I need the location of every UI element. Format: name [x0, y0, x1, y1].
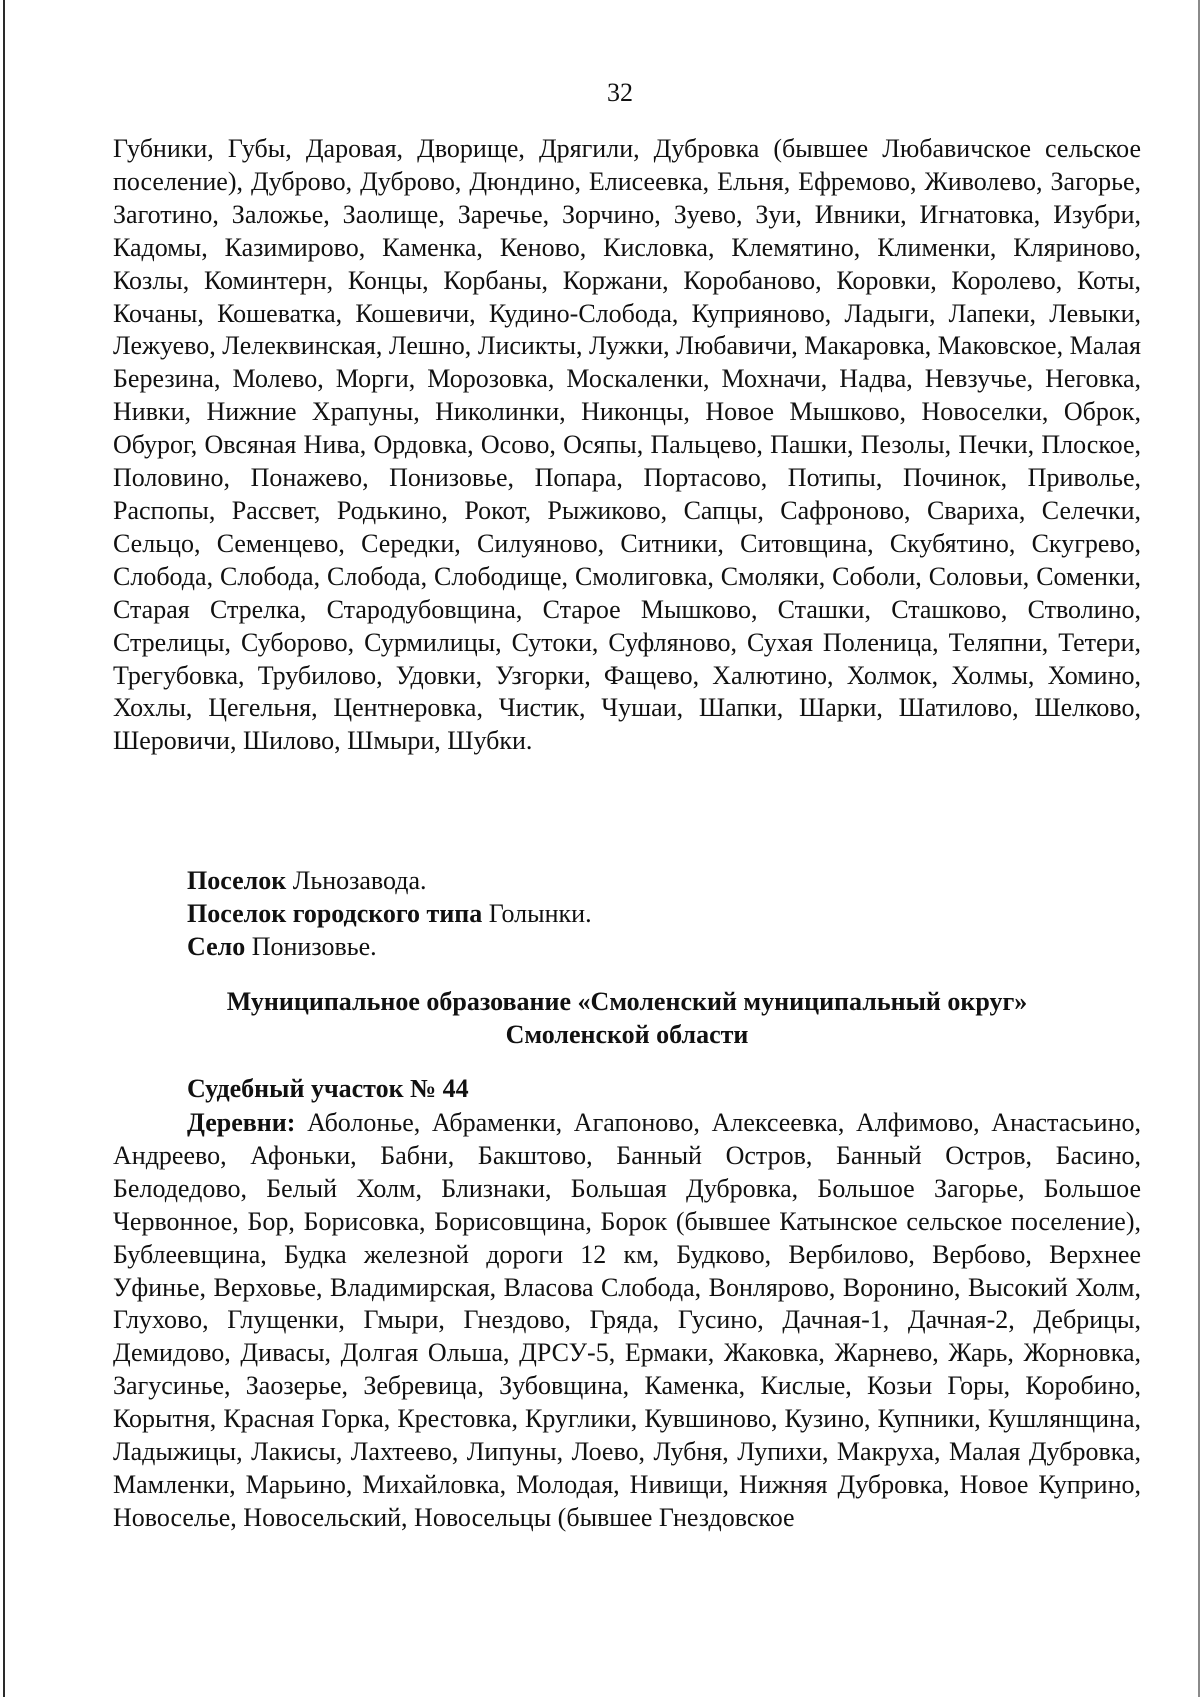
settlement-type-label: Поселок городского типа [187, 899, 483, 928]
municipality-heading-line2: Смоленской области [505, 1020, 749, 1049]
villages-label: Деревни: [187, 1108, 296, 1137]
settlement-line-pgt [187, 898, 592, 930]
settlement-type-label: Село [187, 932, 246, 961]
settlement-type-label: Поселок [187, 866, 287, 895]
court-district-title: Судебный участок № 44 [187, 1074, 469, 1103]
settlement-name: Понизовье. [251, 932, 377, 961]
settlement-list-continued: Губники, Губы, Даровая, Дворище, Дрягили, Дубровка (бывшее Любавичское сельское поселение), Дуброво, Дуброво, Дюндино, Елисеевка, Ельня, Ефремово, Живолево, Загорье, Заготино, Заложье, Заолище, Заречье, Зорчино, Зуево, Зуи, Ивники, Игнатовка, Изубри, Кадомы, Казимирово, Каменка, Кеново, Кисловка, Клемятино, Клименки, Кляриново, Козлы, Коминтерн, Концы, Корбаны, Коржани, Коробаново, Коровки, Королево, Коты, Кочаны, Кошеватка, Кошевичи, Кудино-Слобода, Куприяново, Ладыги, Лапеки, Левыки, Лежуево, Лелеквинская, Лешно, Лисикты, Лужки, Любавичи, Макаровка, Маковское, Малая Березина, Молево, Морги, Морозовка, Москаленки, Мохначи, Надва, Невзучье, Неговка, Нивки, Нижние Храпуны, Николинки, Никонцы, Новое Мышково, Новоселки, Оброк, Обурог, Овсяная Нива, Ордовка, Осово, Осяпы, Пальцево, Пашки, Пезолы, Печки, Плоское, Половино, Понажево, Понизовье, Попара, Портасово, Потипы, Починок, Приволье, Распопы, Рассвет, Родькино, Рокот, Рыжиково, Сапцы, Сафроново, Свариха, Селечки, Сельцо, Семенцево, Середки, Силуяново, Ситники, Ситовщина, Скубятино, Скугрево, Слобода, Слобода, Слобода, Слободище, Смолиговка, Смоляки, Соболи, Соловьи, Соменки, Старая Стрелка, Стародубовщина, Старое Мышково, Сташки, Сташково, Стволино, Стрелицы, Суборово, Сурмилицы, Сутоки, Суфляново, Сухая Поленица, Теляпни, Тетери, Трегубовка, Трубилово, Удовки, Узгорки, Фащево, Халютино, Холмок, Холмы, Хомино, Хохлы, Цегельня, Центнеровка, Чистик, Чушаи, Шапки, Шарки, Шатилово, Шелково, Шеровичи, Шилово, Шмыри, Шубки. [113, 134, 1141, 756]
scan-left-edge [3, 0, 5, 1697]
settlement-name: Голынки. [488, 899, 592, 928]
settlement-name: Льнозавода. [292, 866, 427, 895]
municipality-heading-line1: Муниципальное образование «Смоленский муниципальный округ» [226, 987, 1028, 1016]
settlement-line-poselok [187, 865, 427, 897]
page-number: 32 [607, 78, 633, 107]
villages-paragraph [113, 1107, 1141, 1535]
villages-list: Аболонье, Абраменки, Агапоново, Алексеевка, Алфимово, Анастасьино, Андреево, Афоньки, Бабни, Бакштово, Банный Остров, Банный Остров, Басино, Белодедово, Белый Холм, Близнаки, Большая Дубровка, Большое Загорье, Большое Червонное, Бор, Борисовка, Борисовщина, Борок (бывшее Катынское сельское поселение), Бублеевщина, Будка железной дороги 12 км, Будково, Вербилово, Вербово, Верхнее Уфинье, Верховье, Владимирская, Власова Слобода, Вонлярово, Воронино, Высокий Холм, Глухово, Глущенки, Гмыри, Гнездово, Гряда, Гусино, Дачная-1, Дачная-2, Дебрицы, Демидово, Дивасы, Долгая Ольша, ДРСУ-5, Ермаки, Жаковка, Жарнево, Жарь, Жорновка, Загусинье, Заозерье, Зебревица, Зубовщина, Каменка, Кислые, Козьи Горы, Коробино, Корытня, Красная Горка, Крестовка, Круглики, Кувшиново, Кузино, Купники, Кушлянщина, Ладыжицы, Лакисы, Лахтеево, Липуны, Лоево, Лубня, Лупихи, Макруха, Малая Дубровка, Мамленки, Марьино, Михайловка, Молодая, Нивищи, Нижняя Дубровка, Новое Куприно, Новоселье, Новосельский, Новосельцы (бывшее Гнездовское [113, 1108, 1142, 1532]
settlement-line-selo [187, 931, 377, 963]
